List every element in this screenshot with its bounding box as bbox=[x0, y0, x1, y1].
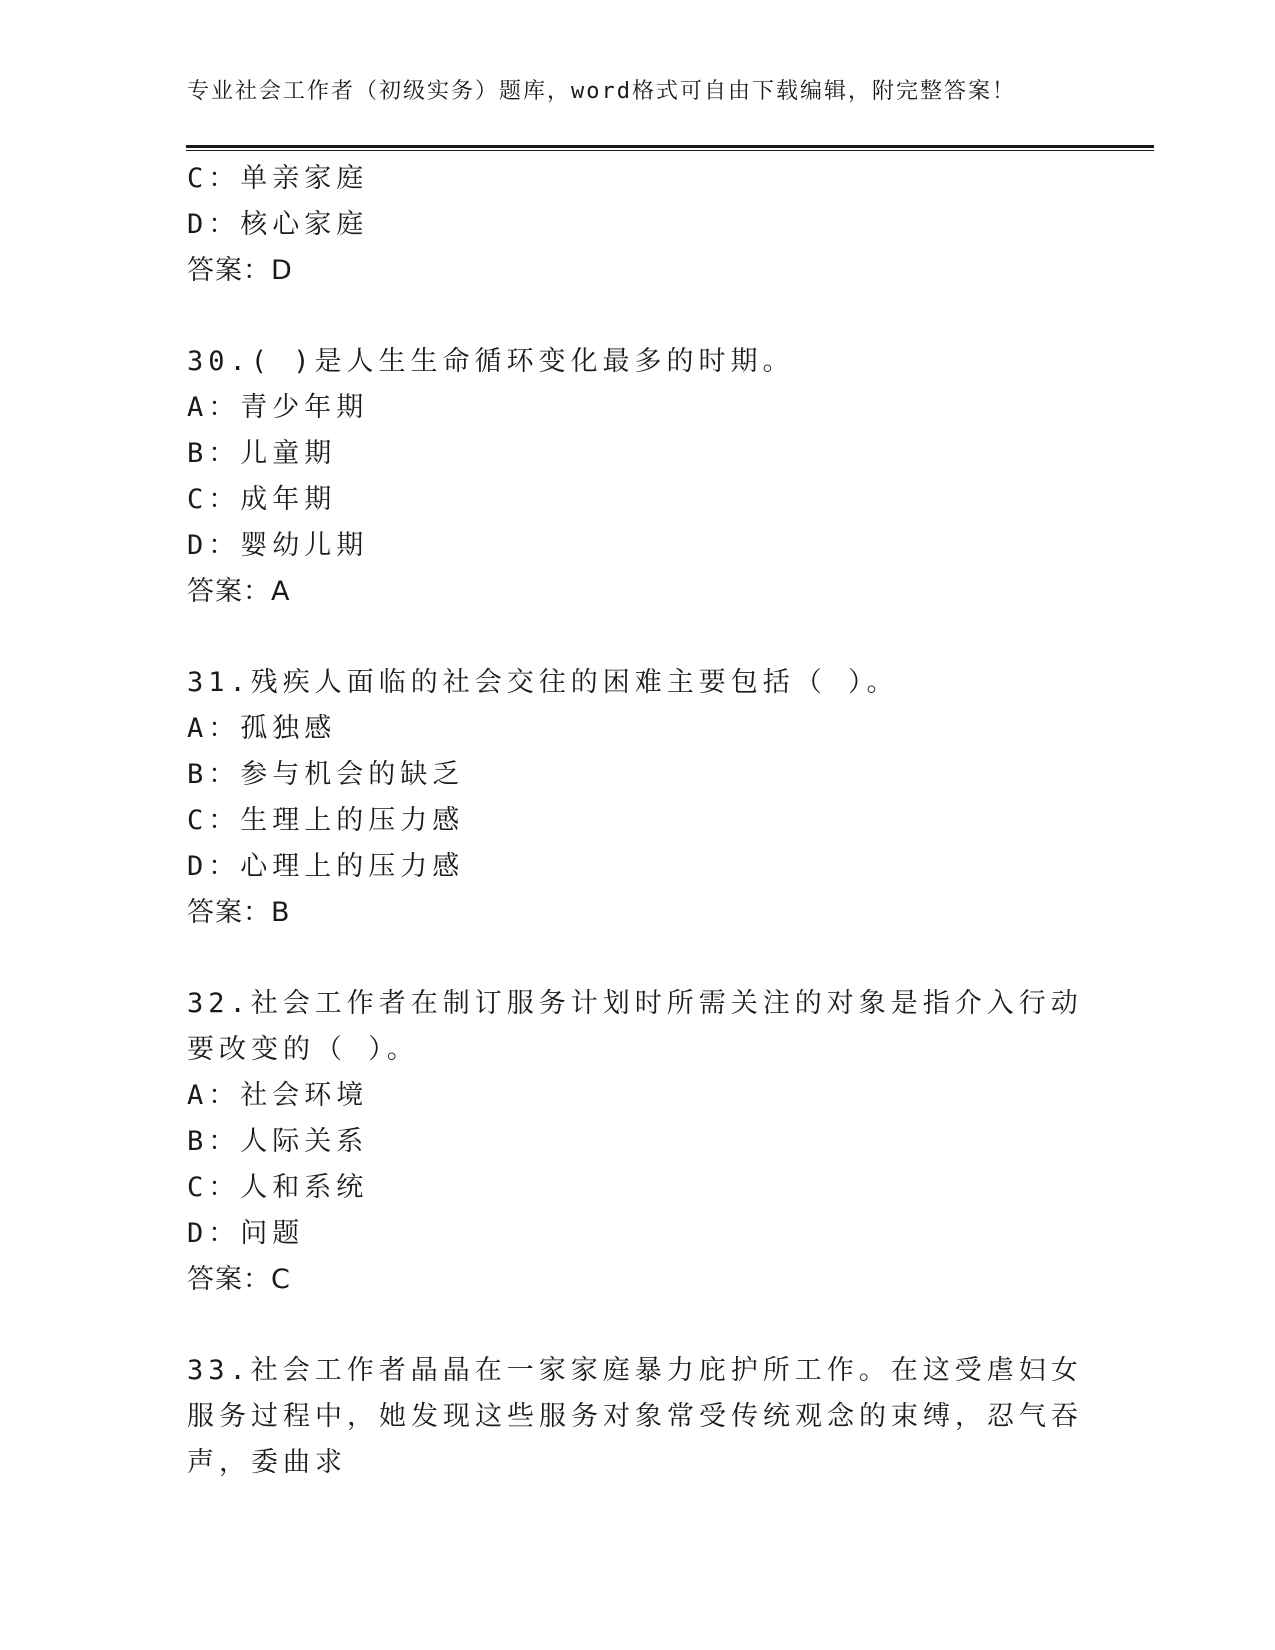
question-33 bbox=[187, 1348, 1087, 1486]
option-b: B：儿童期 bbox=[187, 438, 337, 469]
question-30 bbox=[187, 339, 1087, 615]
option-a: A：社会环境 bbox=[187, 1080, 369, 1111]
document-body bbox=[187, 156, 1087, 1486]
option-c: C：人和系统 bbox=[187, 1172, 369, 1203]
option-c: C：成年期 bbox=[187, 484, 337, 515]
option-a: A：孤独感 bbox=[187, 713, 337, 744]
question-text: 30.( )是人生生命循环变化最多的时期。 bbox=[187, 346, 795, 377]
question-text: 31.残疾人面临的社会交往的困难主要包括（ ）。 bbox=[187, 667, 899, 698]
question-31 bbox=[187, 660, 1087, 936]
prev-question-block bbox=[187, 156, 1087, 294]
option-b: B：人际关系 bbox=[187, 1126, 369, 1157]
answer-line: 答案：A bbox=[187, 576, 291, 607]
option-d: D：问题 bbox=[187, 1218, 305, 1249]
option-d: D：婴幼儿期 bbox=[187, 530, 369, 561]
option-a: A：青少年期 bbox=[187, 392, 369, 423]
option-b: B：参与机会的缺乏 bbox=[187, 759, 465, 790]
header-divider-thin bbox=[186, 150, 1154, 151]
answer-line: 答案：C bbox=[187, 1264, 291, 1295]
question-text: 33.社会工作者晶晶在一家家庭暴力庇护所工作。在这受虐妇女服务过程中，她发现这些服务对象常受传统观念的束缚，忍气吞声，委曲求 bbox=[187, 1355, 1083, 1478]
option-d: D：核心家庭 bbox=[187, 209, 369, 240]
header-divider-thick bbox=[186, 145, 1154, 148]
answer-line: 答案：D bbox=[187, 255, 293, 286]
page-header: 专业社会工作者（初级实务）题库，word格式可自由下载编辑，附完整答案！ bbox=[187, 79, 1016, 104]
answer-line: 答案：B bbox=[187, 897, 291, 928]
option-c: C：单亲家庭 bbox=[187, 163, 369, 194]
question-text: 32.社会工作者在制订服务计划时所需关注的对象是指介入行动要改变的（ ）。 bbox=[187, 988, 1083, 1065]
option-c: C：生理上的压力感 bbox=[187, 805, 465, 836]
question-32 bbox=[187, 981, 1087, 1303]
option-d: D：心理上的压力感 bbox=[187, 851, 465, 882]
